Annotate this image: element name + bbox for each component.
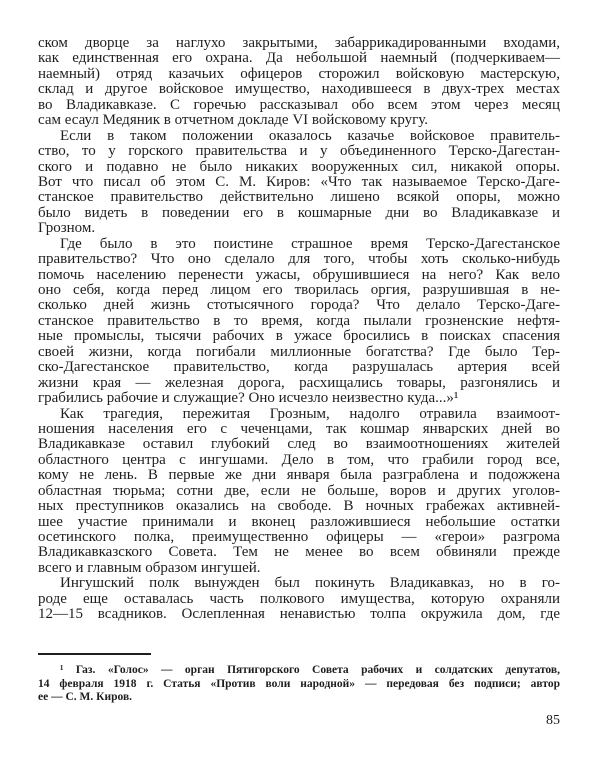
text-line: всего и главным образом ингушей. — [38, 559, 261, 576]
text-line: Ингушский полк вынужден был покинуть Владикавказ, но в го- — [60, 575, 560, 592]
footnote-line: ее — С. М. Киров. — [38, 691, 133, 704]
text-line: наемный) отряд казачьих офицеров сторожил войсковую мастерскую, — [38, 65, 560, 82]
footnote — [38, 664, 560, 705]
text-line: ском дворце за наглухо закрытыми, забаррикадированными входами, — [38, 35, 560, 51]
text-line: помочь населению перенести ужасы, обрушившиеся на него? Как вело — [38, 266, 560, 283]
text-line: осетинского полка, преимущественно офицеры — «герои» разгрома — [38, 529, 560, 545]
text-line: ство, то у горского правительства и у объединенного Терско-Дагестан- — [38, 143, 560, 160]
text-line: шее участие принимали и вконец разложившиеся небольшие остатки — [38, 513, 560, 530]
footnote-line: 14 февраля 1918 г. Статья «Против воли народной» — передовая без подписи; автор — [38, 677, 560, 690]
text-line: ского и подавно не было никаких вооруженных сил, никакой опоры. — [38, 158, 560, 175]
body-text — [38, 36, 560, 623]
text-line: Владикавказе оставил глубокий след во взаимоотношениях жителей — [38, 436, 560, 453]
text-line: Если в таком положении оказалось казачье войсковое правитель- — [60, 127, 560, 144]
text-line: во Владикавказе. С горечью рассказывал обо всем этом через месяц — [38, 96, 560, 113]
footnote-rule — [38, 653, 151, 655]
text-line: ско-Дагестанское правительство, когда разрушалась артерия всей — [38, 359, 560, 376]
paragraph — [38, 407, 560, 577]
text-line: ные промыслы, тысячи рабочих в ужасе бросились в поисках спасения — [38, 328, 560, 345]
paragraph — [38, 237, 560, 407]
text-line: кому не лень. В первые же дни января была разграблена и подожжена — [38, 467, 560, 484]
text-line: станское правительство в то время, когда пылали грозненские нефтя- — [38, 312, 560, 329]
text-line: правительство? Что оно сделало для того, чтобы хоть сколько-нибудь — [38, 251, 560, 268]
page-number: 85 — [546, 713, 560, 728]
text-line: сколько дней жизнь стотысячного города? Что делало Терско-Даге- — [38, 297, 560, 314]
text-line: областного центра с ингушами. Дело в том, что грабили город все, — [38, 451, 560, 468]
text-line: Владикавказского Совета. Тем не менее во всем обвиняли прежде — [38, 544, 560, 561]
text-line: сам есаул Медяник в отчетном докладе VI войсковому кругу. — [38, 112, 429, 129]
text-line: склад и другое войсковое имущество, находившееся в двух-трех местах — [38, 81, 560, 98]
text-line: Как трагедия, пережитая Грозным, надолго отравила взаимоот- — [60, 405, 560, 422]
text-line: ношения населения его с чеченцами, так кошмар январских дней во — [38, 420, 560, 437]
footnote-line: ¹ Газ. «Голос» — орган Пятигорского Совета рабочих и солдатских депутатов, — [60, 664, 560, 676]
text-line: как единственная его охрана. Да небольшой наемный (подчеркиваем— — [38, 50, 560, 67]
paragraph — [38, 36, 560, 129]
paragraph — [38, 576, 560, 622]
text-line: грабились рабочие и служащие? Оно исчезло неизвестно куда...»¹ — [38, 390, 459, 407]
text-line: станское правительство действительно лишено всякой опоры, можно — [38, 189, 560, 206]
text-line: областная тюрьма; сотни две, если не больше, воров и других уголов- — [38, 482, 560, 499]
text-line: своей жизни, когда погибали миллионные богатства? Где было Тер- — [38, 343, 560, 360]
text-line: 12—15 всадников. Ослепленная ненавистью толпа окружила дом, где — [38, 606, 560, 623]
text-line: Грозном. — [38, 220, 96, 237]
paragraph — [38, 129, 560, 237]
text-line: оно себя, когда перед лицом его творилась оргия, разрушившая в не- — [38, 282, 560, 298]
text-line: ных преступников оказались на свободе. В ночных грабежах активней- — [38, 498, 560, 515]
text-line: роде еще оставалась часть полкового имущества, которую охраняли — [38, 590, 560, 607]
text-line: жизни края — железная дорога, расхищались товары, разгонялись и — [38, 374, 560, 391]
text-line: Вот что писал об этом С. М. Киров: «Что так называемое Терско-Даге- — [38, 173, 560, 190]
text-line: было видеть в поведении его в кошмарные дни во Владикавказе и — [38, 204, 560, 221]
text-line: Где было в это поистине страшное время Терско-Дагестанское — [60, 235, 560, 252]
